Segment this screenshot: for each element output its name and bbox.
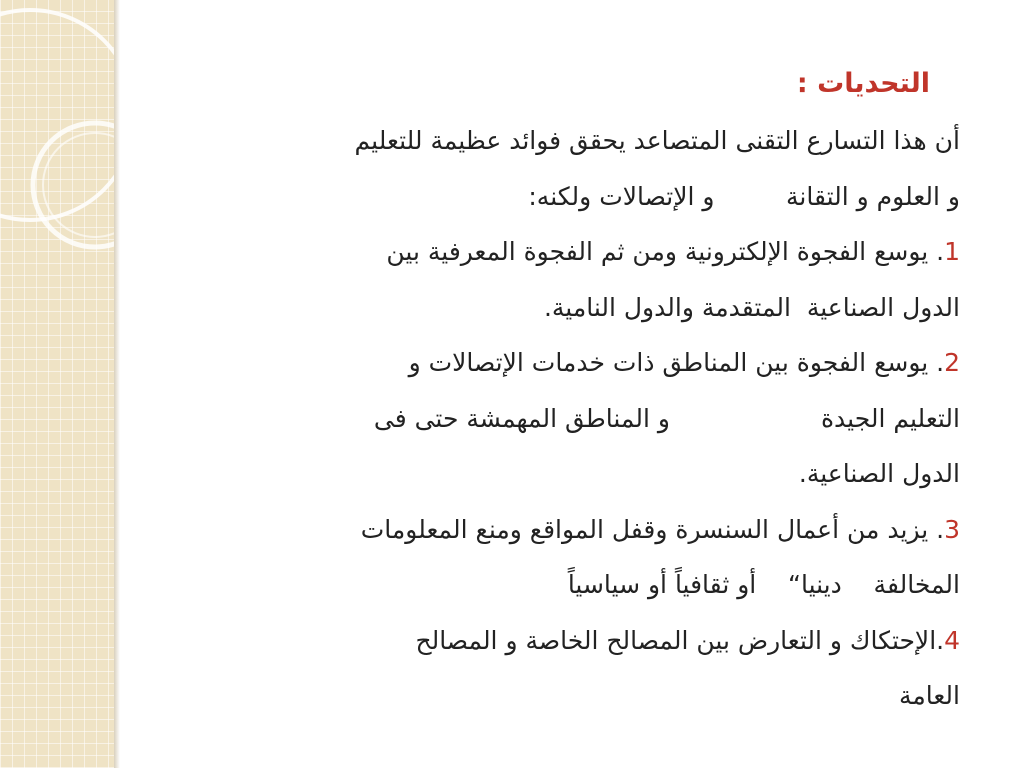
point-1-line-2: الدول الصناعية المتقدمة والدول النامية. xyxy=(543,292,960,322)
slide-content xyxy=(130,55,960,724)
point-2-line-3: الدول الصناعية. xyxy=(798,459,960,488)
point-4-number: 4 xyxy=(944,625,960,655)
point-3-line-1 xyxy=(130,502,960,558)
point-1-text: . يوسع الفجوة الإلكترونية ومن ثم الفجوة المعرفية بين xyxy=(386,237,945,266)
point-3-line-2: المخالفة دينيا“ أو ثقافياً أو سياسياً xyxy=(567,570,960,599)
point-1-line-1 xyxy=(130,224,960,280)
point-3-text: . يزيد من أعمال السنسرة وقفل المواقع ومنع المعلومات xyxy=(360,514,945,544)
point-4-line-2: العامة xyxy=(898,681,960,710)
point-3-number: 3 xyxy=(944,514,960,544)
point-4-text: .الإحتكاك و التعارض بين المصالح الخاصة و المصالح xyxy=(415,625,945,655)
decorative-circles-graphic xyxy=(0,0,114,768)
intro-line-1: أن هذا التسارع التقنى المتصاعد يحقق فوائد عظيمة للتعليم xyxy=(354,126,960,155)
point-1-number: 1 xyxy=(944,237,960,266)
decorative-side-panel xyxy=(0,0,114,768)
intro-line-2: و العلوم و التقانة و الإتصالات ولكنه: xyxy=(528,181,960,211)
slide-title: التحديات : xyxy=(796,68,930,99)
point-2-line-1 xyxy=(130,335,960,391)
side-panel-shadow xyxy=(114,0,120,768)
point-4-line-1 xyxy=(130,613,960,669)
point-2-line-2: التعليم الجيدة و المناطق المهمشة حتى فى xyxy=(373,403,960,433)
point-2-text: . يوسع الفجوة بين المناطق ذات خدمات الإتصالات و xyxy=(408,348,945,377)
point-2-number: 2 xyxy=(944,348,960,377)
